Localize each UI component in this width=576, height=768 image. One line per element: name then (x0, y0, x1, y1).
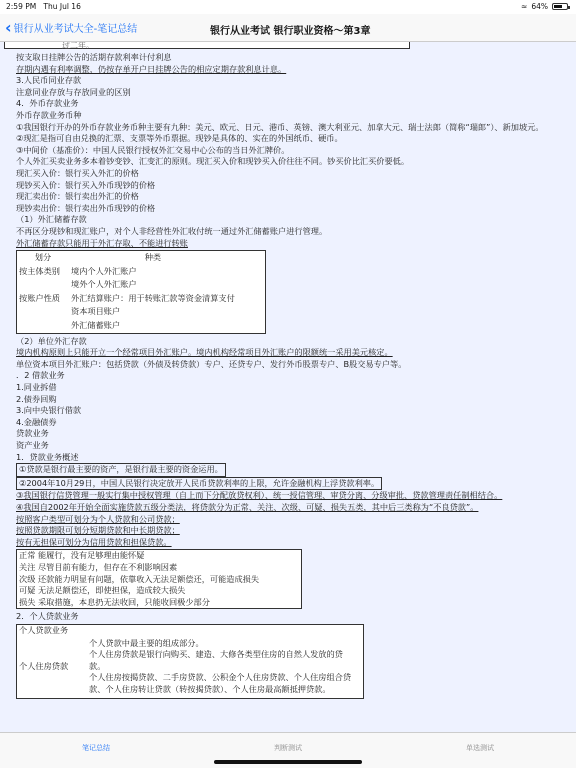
table-cell (17, 305, 69, 319)
table-cell-line: 个人贷款中最主要的组成部分。 (89, 637, 204, 648)
fragment-text: 过二年。 (62, 42, 94, 50)
status-bar (0, 0, 576, 14)
table-header-cell: 划分 (34, 252, 52, 263)
table-heading: 个人贷款业务 (19, 624, 69, 635)
table-cell: 按主体类别 (19, 265, 60, 276)
note-line: 境内机构原则上只能开立一个经常项目外汇账户。境内机构经常项目外汇账户的限额统一采用美元核定。 (16, 347, 393, 358)
back-button[interactable] (5, 17, 138, 37)
table-cell-line: 个人住房贷款是银行向购买、建造、大修各类型住房的自然人发放的贷款。 (89, 649, 343, 671)
home-indicator[interactable] (214, 760, 362, 764)
back-button-label: 银行从业考试大全-笔记总结 (13, 24, 138, 35)
note-line: 不再区分现钞和现汇账户，对个人非经营性外汇收付统一通过外汇储蓄账户进行管理。 (16, 225, 328, 236)
wifi-icon: ≈ (521, 2, 528, 11)
table-cell (87, 637, 357, 697)
personal-loan-grid (17, 637, 357, 697)
notes-content[interactable] (0, 42, 576, 732)
battery-percent: 64% (531, 2, 548, 11)
status-time: 2:59 PM (6, 2, 37, 11)
navigation-bar (0, 14, 576, 42)
note-line: 按照贷款期限可划分短期贷款和中长期贷款； (16, 525, 180, 536)
note-line: ②现汇是指可自由兑换的汇票、支票等外币票据。现钞是具体的、实在的外国纸币、硬币。 (16, 133, 343, 144)
table-row (17, 637, 357, 697)
table-cell-line: 个人住房按揭贷款、二手房贷款、公积金个人住房贷款、个人住房组合贷款、个人住房转让贷款（转按揭贷款）、个人住房最高额抵押贷款。 (89, 672, 352, 694)
tab-true-false-test[interactable]: 判断测试 (274, 744, 302, 752)
note-line: ．2 借款业务 (16, 370, 65, 381)
status-date: Thu Jul 16 (43, 2, 81, 11)
chevron-left-icon: ‹ (5, 17, 12, 37)
table-cell (17, 278, 69, 292)
note-line: 存期内遇有利率调整，仍按存单开户日挂牌公告的相应定期存款利息计息。 (16, 63, 287, 74)
table-cell: 外汇结算账户：用于转账汇款等资金清算支付 (71, 292, 235, 303)
note-line: 现钞买入价：银行买入外币现钞的价格 (16, 179, 156, 190)
note-line: ③我国银行信贷管理一般实行集中授权管理（自上而下分配放贷权利）、统一授信管理、审贷分离、分级审批、贷款管理责任制相结合。 (16, 490, 503, 501)
note-line: 现汇卖出价：银行卖出外汇的价格 (16, 191, 139, 202)
note-line: 外币存款业务币种 (16, 109, 82, 120)
note-line: 3.人民币同业存款 (16, 75, 82, 86)
note-line: 贷款业务 (16, 428, 49, 439)
note-line: ③中间价（基准价）：中国人民银行授权外汇交易中心公布的当日外汇牌价。 (16, 144, 290, 155)
status-indicators (521, 2, 568, 11)
status-time-date (6, 2, 81, 11)
note-line: 资产业务 (16, 440, 49, 450)
table-header-row (17, 251, 237, 265)
note-line: 2.债券回购 (16, 393, 57, 404)
note-line: 按有无担保可划分为信用贷款和担保贷款。 (16, 536, 172, 547)
note-line: 4.金融债券 (16, 416, 57, 427)
table-row: 次级 还款能力明显有问题，依靠收入无法足额偿还，可能造成损失 (19, 573, 260, 584)
table-cell: 资本项目账户 (71, 306, 121, 317)
table-row (17, 278, 237, 292)
table-row: 可疑 无法足额偿还，即使担保，造成较大损失 (19, 585, 186, 596)
table-row: 关注 尽管目前有能力，但存在不利影响因素 (19, 561, 178, 572)
note-line: 4．外币存款业务 (16, 98, 79, 109)
note-line: 按照客户类型可划分为个人贷款和公司贷款； (16, 513, 180, 524)
account-type-table (16, 250, 266, 334)
note-line: 1．贷款业务概述 (16, 451, 79, 462)
battery-level (554, 5, 562, 8)
page-title: 银行从业考试 银行职业资格～第3章 (210, 26, 371, 37)
previous-table-fragment (0, 42, 576, 52)
note-line: 现钞卖出价：银行卖出外币现钞的价格 (16, 202, 156, 213)
loan-classification-table (16, 549, 302, 609)
note-line: （2）单位外汇存款 (16, 335, 87, 346)
table-row (17, 265, 237, 279)
note-line-boxed: ①贷款是银行最主要的资产，是银行最主要的资金运用。 (16, 463, 226, 477)
note-line: 3.向中央银行借款 (16, 405, 82, 416)
note-line: （1）外汇储蓄存款 (16, 214, 87, 225)
note-line: 现汇买入价：银行买入外汇的价格 (16, 167, 139, 178)
table-row: 正常 能履行，没有足够理由能怀疑 (19, 550, 145, 561)
tab-notes[interactable]: 笔记总结 (82, 744, 110, 752)
personal-loan-table (16, 624, 364, 700)
table-cell (17, 319, 69, 333)
note-line: 1.同业拆借 (16, 382, 57, 393)
note-line: ①我国银行开办的外币存款业务币种主要有九种：美元、欧元、日元、港币、英镑、澳大利亚元、加拿大元、瑞士法郎（简称“瑞郎”）、新加坡元。 (16, 121, 544, 132)
tab-single-choice-test[interactable]: 单选测试 (466, 744, 494, 752)
note-line: 单位资本项目外汇账户：包括贷款（外债及转贷款）专户、还贷专户、发行外币股票专户、B股交易专户等。 (16, 358, 407, 369)
note-line: 个人外汇买卖业务多本着钞变钞、汇变汇的原则。现汇买入价和现钞买入价往往不同。钞买价比汇买价要低。 (16, 156, 410, 167)
table-header-cell: 种类 (144, 252, 162, 263)
note-line: 外汇储蓄存款只能用于外汇存取、不能进行转账 (16, 237, 188, 248)
table-row: 损失 采取措施，本息扔无法收回，只能收回极少部分 (19, 596, 210, 607)
account-type-grid (17, 251, 237, 333)
table-cell: 外汇储蓄账户 (71, 320, 121, 331)
table-cell: 境外个人外汇账户 (71, 279, 137, 290)
note-line: 2．个人贷款业务 (16, 611, 79, 622)
table-cell: 个人住房贷款 (19, 660, 69, 671)
note-line: 注意同业存放与存放同业的区别 (16, 86, 131, 97)
table-row (17, 305, 237, 319)
table-cell: 境内个人外汇账户 (71, 265, 137, 276)
battery-icon (552, 3, 568, 10)
table-cell: 按账户性质 (19, 292, 60, 303)
table-row (17, 319, 237, 333)
note-line-boxed: ②2004年10月29日，中国人民银行决定放开人民币贷款利率的上限，允许金融机构上浮贷款利率。 (16, 477, 382, 491)
note-line: ④我国自2002年开始全面实施贷款五级分类法，将贷款分为正常、关注、次级、可疑、损失五类，其中后三类称为“不良贷款”。 (16, 501, 479, 512)
note-line: 按支取日挂牌公告的活期存款利率计付利息 (16, 52, 172, 62)
table-row (17, 292, 237, 306)
